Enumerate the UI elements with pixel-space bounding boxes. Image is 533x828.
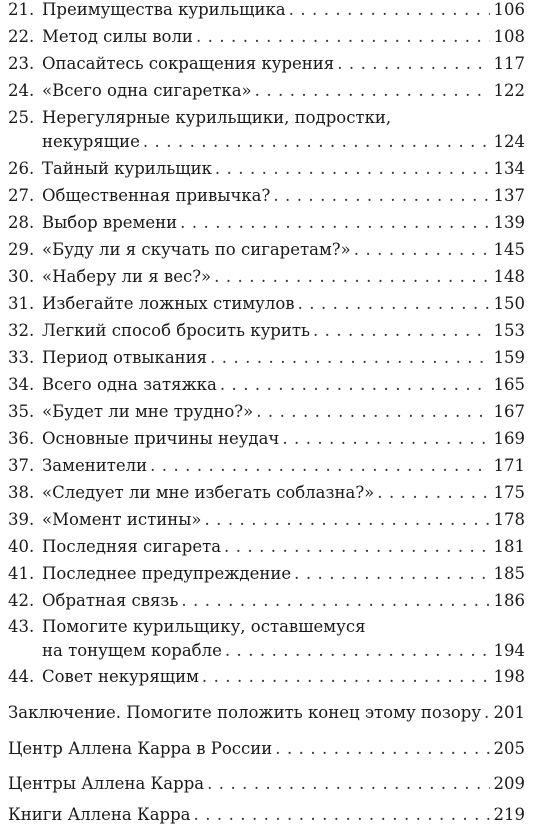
toc-entry[interactable]: [8, 318, 525, 344]
section-title: Книги Аллена Карра: [8, 805, 191, 824]
chapter-number: 25.: [8, 108, 35, 127]
page-number: 150: [493, 294, 525, 313]
dot-leader: [337, 51, 489, 77]
dot-leader: [202, 664, 490, 690]
chapter-title: Совет некурящим: [42, 667, 199, 686]
chapter-title: Обратная связь: [42, 591, 179, 610]
chapter-title: Общественная привычка?: [42, 186, 271, 205]
toc-entry[interactable]: [8, 453, 525, 479]
toc-entry-line1[interactable]: [8, 105, 525, 131]
chapter-title: некурящие: [42, 132, 140, 151]
dot-leader: [282, 426, 489, 452]
section-title: Центр Аллена Карра в России: [8, 739, 273, 758]
toc-entry[interactable]: [8, 156, 525, 182]
toc-entry[interactable]: [8, 24, 525, 50]
chapter-title: Последняя сигарета: [42, 537, 222, 556]
page-number: 186: [493, 591, 525, 610]
toc-entry-centers[interactable]: [8, 771, 525, 797]
toc-entry[interactable]: [8, 183, 525, 209]
chapter-title: «Следует ли мне избегать соблазна?»: [42, 483, 375, 502]
toc-entry[interactable]: [8, 0, 525, 23]
dot-leader: [196, 24, 490, 50]
toc-entry[interactable]: [8, 399, 525, 425]
toc-entry[interactable]: [8, 561, 525, 587]
page-number: 167: [493, 402, 525, 421]
chapter-title: Легкий способ бросить курить: [42, 321, 310, 340]
page-number: 178: [493, 510, 525, 529]
page-number: 198: [493, 667, 525, 686]
chapter-title: Всего одна затяжка: [42, 375, 217, 394]
page-number: 185: [493, 564, 525, 583]
chapter-number: 31.: [8, 294, 35, 313]
dot-leader: [275, 736, 489, 762]
chapter-title: Опасайтесь сокращения курения: [42, 54, 335, 73]
dot-leader: [289, 0, 490, 23]
page-number: 209: [493, 774, 525, 793]
page-number: 106: [493, 0, 525, 19]
chapter-title: Метод силы воли: [42, 27, 193, 46]
chapter-title: Заменители: [42, 456, 148, 475]
dot-leader: [215, 156, 490, 182]
page-number: 194: [493, 641, 525, 660]
toc-entry[interactable]: [8, 264, 525, 290]
chapter-title: Преимущества курильщика: [42, 0, 286, 19]
chapter-title: Тайный курильщик: [42, 159, 212, 178]
chapter-number: 40.: [8, 537, 35, 556]
chapter-title: «Будет ли мне трудно?»: [42, 402, 254, 421]
toc-entry[interactable]: [8, 534, 525, 560]
page-number: 117: [493, 54, 525, 73]
chapter-title-line1: Помогите курильщику, оставшемуся: [42, 617, 366, 636]
chapter-number: 36.: [8, 429, 35, 448]
dot-leader: [204, 507, 489, 533]
chapter-number: 33.: [8, 348, 35, 367]
dot-leader: [255, 78, 490, 104]
page-number: 171: [493, 456, 525, 475]
dot-leader: [210, 345, 489, 371]
chapter-title: «Всего одна сигаретка»: [42, 81, 252, 100]
toc-entry[interactable]: [8, 345, 525, 371]
dot-leader: [313, 318, 490, 344]
toc-entry[interactable]: [8, 664, 525, 690]
page-number: 122: [493, 81, 525, 100]
page-number: 159: [493, 348, 525, 367]
toc-entry[interactable]: [8, 372, 525, 398]
chapter-number: 39.: [8, 510, 35, 529]
dot-leader: [194, 802, 490, 828]
dot-leader: [214, 264, 489, 290]
chapter-number: 34.: [8, 375, 35, 394]
chapter-number: 27.: [8, 186, 35, 205]
page-number: 201: [493, 703, 525, 722]
chapter-number: 44.: [8, 667, 35, 686]
chapter-number: 24.: [8, 81, 35, 100]
toc-entry[interactable]: [8, 588, 525, 614]
chapter-number: 23.: [8, 54, 35, 73]
chapter-title: «Момент истины»: [42, 510, 202, 529]
section-title: Заключение. Помогите положить конец этому позору: [8, 703, 482, 722]
chapter-title: Период отвыкания: [42, 348, 208, 367]
dot-leader: [150, 453, 489, 479]
page-number: 134: [493, 159, 525, 178]
page-number: 169: [493, 429, 525, 448]
toc-entry-line1[interactable]: [8, 614, 525, 640]
dot-leader: [377, 480, 489, 506]
toc-entry[interactable]: [8, 638, 525, 664]
chapter-number: 38.: [8, 483, 35, 502]
page-number: 205: [493, 739, 525, 758]
page-number: 181: [493, 537, 525, 556]
chapter-number: 35.: [8, 402, 35, 421]
dot-leader: [180, 210, 489, 236]
toc-entry[interactable]: [8, 51, 525, 77]
chapter-number: 26.: [8, 159, 35, 178]
dot-leader: [207, 771, 489, 797]
dot-leader: [181, 588, 489, 614]
chapter-number: 30.: [8, 267, 35, 286]
chapter-title: Выбор времени: [42, 213, 178, 232]
page-number: 153: [493, 321, 525, 340]
page-number: 219: [493, 805, 525, 824]
dot-leader: [220, 372, 490, 398]
page-number: 139: [493, 213, 525, 232]
chapter-title: «Наберу ли я вес?»: [42, 267, 212, 286]
toc-entry[interactable]: [8, 480, 525, 506]
dot-leader: [354, 237, 490, 263]
chapter-title: Основные причины неудач: [42, 429, 280, 448]
toc-entry-russia-center[interactable]: [8, 736, 525, 762]
chapter-number: 22.: [8, 27, 35, 46]
chapter-number: 29.: [8, 240, 35, 259]
toc-entry[interactable]: [8, 129, 525, 155]
chapter-number: 37.: [8, 456, 35, 475]
chapter-number: 43.: [8, 617, 35, 636]
dot-leader: [294, 561, 489, 587]
toc-entry-conclusion[interactable]: [8, 700, 525, 726]
toc-entry[interactable]: [8, 237, 525, 263]
page-number: 137: [493, 186, 525, 205]
toc-entry[interactable]: [8, 78, 525, 104]
chapter-number: 32.: [8, 321, 35, 340]
chapter-title: Избегайте ложных стимулов: [42, 294, 295, 313]
chapter-number: 21.: [8, 0, 35, 19]
dot-leader: [224, 534, 489, 560]
chapter-title: «Буду ли я скучать по сигаретам?»: [42, 240, 351, 259]
page-number: 124: [493, 132, 525, 151]
dot-leader: [225, 638, 490, 664]
page-number: 165: [493, 375, 525, 394]
chapter-title-line1: Нерегулярные курильщики, подростки,: [42, 108, 392, 127]
chapter-title: Последнее предупреждение: [42, 564, 292, 583]
toc-entry[interactable]: [8, 426, 525, 452]
toc-entry[interactable]: [8, 291, 525, 317]
page-number: 145: [493, 240, 525, 259]
dot-leader: [298, 291, 490, 317]
dot-leader: [273, 183, 489, 209]
dot-leader: [143, 129, 490, 155]
page-number: 148: [493, 267, 525, 286]
toc-entry[interactable]: [8, 507, 525, 533]
page-number: 108: [493, 27, 525, 46]
toc-entry[interactable]: [8, 210, 525, 236]
page-number: 175: [493, 483, 525, 502]
toc-entry-books[interactable]: [8, 802, 525, 828]
dot-leader: [256, 399, 489, 425]
section-title: Центры Аллена Карра: [8, 774, 205, 793]
chapter-title: на тонущем корабле: [42, 641, 222, 660]
chapter-number: 41.: [8, 564, 35, 583]
chapter-number: 42.: [8, 591, 35, 610]
chapter-number: 28.: [8, 213, 35, 232]
